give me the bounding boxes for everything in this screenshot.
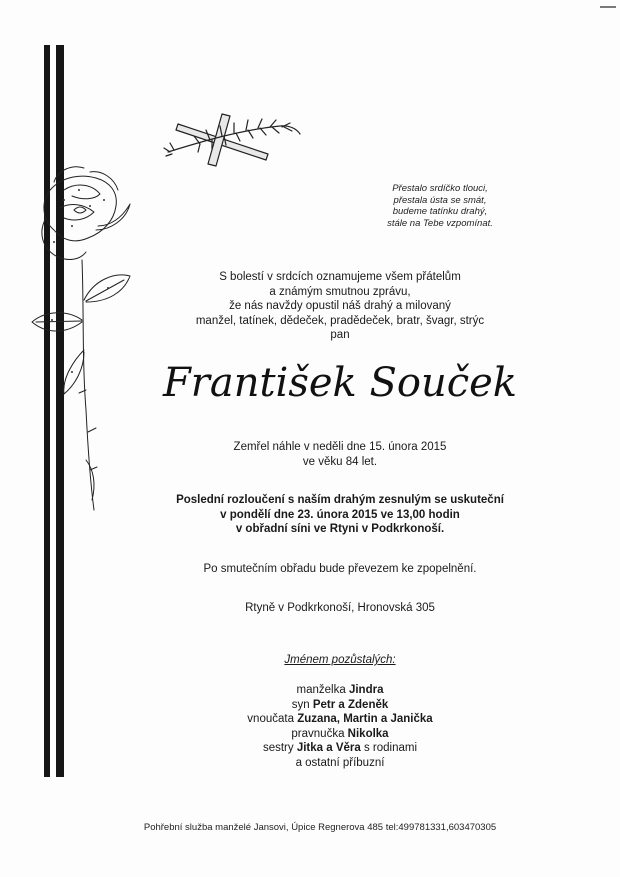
cremation-note: Po smutečním obřadu bude převezem ke zpopelnění. [203,563,477,575]
poem-line: Přestalo srdíčko tlouci, [392,183,488,194]
survivor-names: Nikolka [347,727,389,740]
survivor-line [110,741,570,756]
survivor-role: sestry [262,742,294,754]
poem-line: budeme tatínku drahý, [392,206,488,217]
survivor-role: manželka [296,684,346,696]
funeral-service-footer: Pohřební služba manželé Jansovi, Úpice Regnerova 485 tel:499781331,603470305 [143,822,497,833]
intro-line: pan [330,329,350,341]
survivor-names: Zuzana, Martin a Janička [297,713,433,725]
intro-line: S bolestí v srdcích oznamujeme všem přátelům [219,271,461,283]
survivor-line [110,727,570,742]
survivor-names: Jindra [348,684,384,696]
farewell-line: v obřadní síni ve Rtyni v Podkrkonoší. [235,523,445,535]
death-line: ve věku 84 let. [302,455,378,468]
cross-with-palm-illustration [160,108,305,170]
survivors-heading-text: Jménem pozůstalých: [284,654,396,666]
survivor-role: a ostatní příbuzní [295,756,385,769]
survivor-line [110,698,570,713]
survivor-suffix: s rodinami [363,742,418,754]
death-line: Zemřel náhle v neděli dne 15. února 2015 [233,441,447,453]
intro-line: a známým smutnou zprávu, [269,285,411,298]
intro-line: že nás navždy opustil náš drahý a milovaný [229,300,451,312]
announcement-intro [110,270,570,343]
survivors-list [110,683,570,770]
deceased-name: František Souček [162,360,518,406]
intro-line: manžel, tatínek, dědeček, pradědeček, bratr, švagr, strýc [195,314,485,327]
survivor-names: Jitka a Věra [296,742,361,754]
survivor-line [110,712,570,727]
survivor-line [110,756,570,771]
farewell-info [110,493,570,537]
survivor-line [110,683,570,698]
death-info [110,440,570,469]
poem-line: stále na Tebe vzpomínat. [387,217,493,229]
corner-mark [600,6,616,8]
family-address: Rtyně v Podkrkonoší, Hronovská 305 [245,602,435,614]
survivor-role: vnoučata [247,713,294,725]
survivor-names: Petr a Zdeněk [312,698,389,711]
survivor-role: syn [291,698,310,711]
poem-line: přestala ústa se smát, [393,194,487,206]
poem [360,183,520,229]
farewell-line: v pondělí dne 23. února 2015 ve 13,00 hodin [220,508,460,521]
survivors-heading [110,653,570,668]
survivor-role: pravnučka [291,727,345,740]
farewell-line: Poslední rozloučení s naším drahým zesnulým se uskuteční [176,494,504,506]
